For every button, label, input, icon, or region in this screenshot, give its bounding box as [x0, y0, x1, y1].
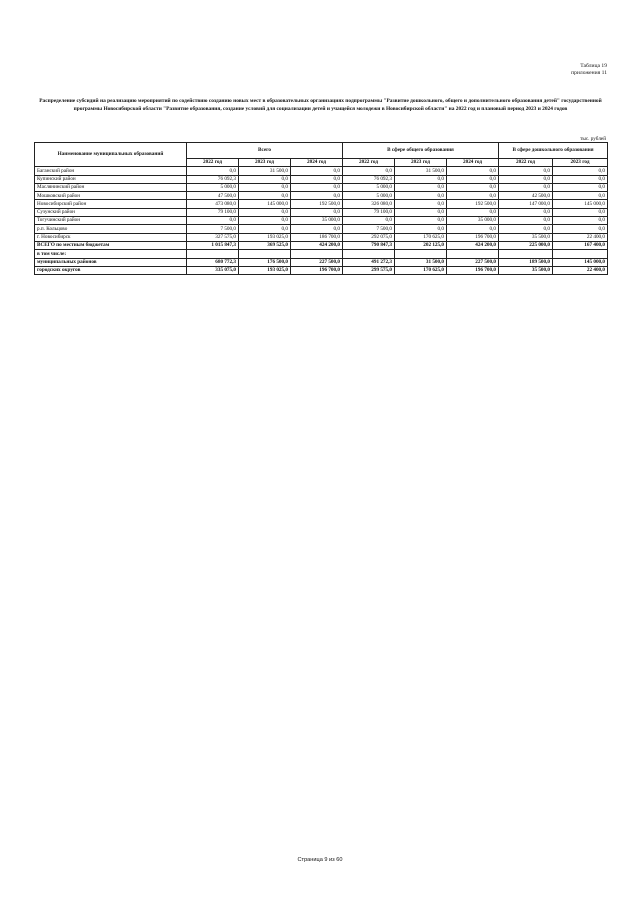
- value-cell: 186 700,0: [291, 233, 343, 241]
- value-cell: 193 025,0: [239, 266, 291, 274]
- year-header: 2022 год: [187, 159, 239, 167]
- municipality-name-cell: р.п. Кольцово: [35, 225, 187, 233]
- value-cell: 79 100,0: [343, 208, 395, 216]
- value-cell: 35 000,0: [291, 217, 343, 225]
- value-cell: 0,0: [499, 208, 553, 216]
- value-cell: 35 500,0: [499, 233, 553, 241]
- value-cell: 0,0: [187, 167, 239, 175]
- appendix-label: приложения 11: [571, 70, 607, 76]
- table-row: [35, 266, 608, 274]
- value-cell: 0,0: [291, 183, 343, 191]
- municipality-name-cell: Купинский район: [35, 175, 187, 183]
- table-row: [35, 208, 608, 216]
- value-cell: 0,0: [239, 175, 291, 183]
- municipality-name-cell: городских округов: [35, 266, 187, 274]
- value-cell: 0,0: [499, 183, 553, 191]
- value-cell: 327 575,0: [187, 233, 239, 241]
- value-cell: 193 025,0: [239, 233, 291, 241]
- municipality-name-cell: в том числе:: [35, 250, 187, 258]
- value-cell: 147 000,0: [499, 200, 553, 208]
- table-row: [35, 225, 608, 233]
- table-group-header-row: [35, 143, 608, 159]
- value-cell: 0,0: [447, 192, 499, 200]
- value-cell: 0,0: [291, 225, 343, 233]
- table-row: [35, 258, 608, 266]
- value-cell: 227 500,0: [447, 258, 499, 266]
- year-header: 2024 год: [291, 159, 343, 167]
- value-cell: 79 100,0: [187, 208, 239, 216]
- value-cell: 0,0: [395, 200, 447, 208]
- value-cell: 0,0: [343, 217, 395, 225]
- value-cell: [187, 250, 239, 258]
- value-cell: [553, 250, 608, 258]
- year-header: 2022 год: [499, 159, 553, 167]
- value-cell: 0,0: [499, 175, 553, 183]
- table-body: [35, 167, 608, 275]
- value-cell: 0,0: [395, 217, 447, 225]
- value-cell: 192 500,0: [447, 200, 499, 208]
- table-row: [35, 200, 608, 208]
- municipality-name-cell: Сузунский район: [35, 208, 187, 216]
- value-cell: 0,0: [553, 192, 608, 200]
- value-cell: [395, 250, 447, 258]
- value-cell: 0,0: [553, 167, 608, 175]
- value-cell: [343, 250, 395, 258]
- table-row: [35, 167, 608, 175]
- year-header: 2024 год: [447, 159, 499, 167]
- value-cell: 7 500,0: [343, 225, 395, 233]
- value-cell: 0,0: [499, 217, 553, 225]
- value-cell: 76 092,3: [187, 175, 239, 183]
- table-row: [35, 217, 608, 225]
- table-row: [35, 250, 608, 258]
- group-header-general-education: В сфере общего образования: [343, 143, 499, 159]
- value-cell: 0,0: [239, 208, 291, 216]
- value-cell: 31 500,0: [395, 258, 447, 266]
- table-row: [35, 233, 608, 241]
- group-header-preschool-education: В сфере дошкольного образования: [499, 143, 608, 159]
- value-cell: 145 000,0: [553, 200, 608, 208]
- value-cell: 0,0: [447, 208, 499, 216]
- value-cell: 0,0: [553, 175, 608, 183]
- value-cell: 192 500,0: [291, 200, 343, 208]
- value-cell: [239, 250, 291, 258]
- value-cell: [447, 250, 499, 258]
- value-cell: 42 500,0: [499, 192, 553, 200]
- value-cell: 0,0: [553, 183, 608, 191]
- value-cell: [499, 250, 553, 258]
- value-cell: 196 700,0: [447, 266, 499, 274]
- value-cell: 0,0: [395, 208, 447, 216]
- value-cell: 0,0: [291, 167, 343, 175]
- year-header: 2023 год: [395, 159, 447, 167]
- value-cell: 0,0: [395, 183, 447, 191]
- value-cell: 5 000,0: [343, 192, 395, 200]
- value-cell: 76 092,3: [343, 175, 395, 183]
- value-cell: 0,0: [187, 217, 239, 225]
- value-cell: 47 500,0: [187, 192, 239, 200]
- value-cell: 35 500,0: [499, 266, 553, 274]
- value-cell: 0,0: [291, 175, 343, 183]
- value-cell: 0,0: [447, 225, 499, 233]
- value-cell: 7 500,0: [187, 225, 239, 233]
- group-header-total: Всего: [187, 143, 343, 159]
- page-number: Страница 9 из 60: [297, 857, 343, 863]
- value-cell: 196 700,0: [447, 233, 499, 241]
- value-cell: 0,0: [447, 183, 499, 191]
- value-cell: 0,0: [395, 192, 447, 200]
- municipality-name-cell: Тогучинский район: [35, 217, 187, 225]
- value-cell: 369 525,0: [239, 241, 291, 249]
- value-cell: 0,0: [239, 183, 291, 191]
- value-cell: 31 500,0: [239, 167, 291, 175]
- value-cell: 790 847,3: [343, 241, 395, 249]
- value-cell: 0,0: [553, 217, 608, 225]
- value-cell: 0,0: [553, 225, 608, 233]
- value-cell: 0,0: [499, 167, 553, 175]
- value-cell: 424 200,0: [291, 241, 343, 249]
- value-cell: 0,0: [343, 167, 395, 175]
- value-cell: 299 575,0: [343, 266, 395, 274]
- value-cell: 202 125,0: [395, 241, 447, 249]
- value-cell: 225 000,0: [499, 241, 553, 249]
- value-cell: 196 700,0: [291, 266, 343, 274]
- value-cell: 491 272,3: [343, 258, 395, 266]
- value-cell: 189 500,0: [499, 258, 553, 266]
- table-row: [35, 183, 608, 191]
- year-header: 2023 год: [239, 159, 291, 167]
- value-cell: 31 500,0: [395, 167, 447, 175]
- value-cell: 0,0: [291, 192, 343, 200]
- value-cell: [291, 250, 343, 258]
- value-cell: 0,0: [239, 192, 291, 200]
- value-cell: 0,0: [239, 217, 291, 225]
- value-cell: 22 400,0: [553, 233, 608, 241]
- municipality-name-cell: муниципальных районов: [35, 258, 187, 266]
- table-row: [35, 175, 608, 183]
- name-column-header: Наименование муниципальных образований: [35, 143, 187, 167]
- value-cell: 0,0: [499, 225, 553, 233]
- municipality-name-cell: Маслянинский район: [35, 183, 187, 191]
- value-cell: 0,0: [395, 225, 447, 233]
- value-cell: 167 400,0: [553, 241, 608, 249]
- municipality-name-cell: Новосибирский район: [35, 200, 187, 208]
- municipality-name-cell: Мошковский район: [35, 192, 187, 200]
- value-cell: 424 200,0: [447, 241, 499, 249]
- year-header: 2022 год: [343, 159, 395, 167]
- value-cell: 326 080,0: [343, 200, 395, 208]
- document-title: Распределение субсидий на реализацию мероприятий по содействию созданию новых мест в образовательных организациях подпрограммы "Развитие дошкольного, общего и дополнительного образования детей" государственной программы Новосибирской области "Развитие образования, создание условий для социализации детей и учащейся молодежи в Новосибирской области" на 2022 год и плановый период 2023 и 2024 годов: [39, 98, 602, 113]
- value-cell: 680 772,3: [187, 258, 239, 266]
- value-cell: 170 625,0: [395, 233, 447, 241]
- subsidy-table: [34, 142, 608, 275]
- value-cell: 22 400,0: [553, 266, 608, 274]
- value-cell: 0,0: [239, 225, 291, 233]
- value-cell: 145 000,0: [553, 258, 608, 266]
- value-cell: 35 000,0: [447, 217, 499, 225]
- value-cell: 145 000,0: [239, 200, 291, 208]
- table-row: [35, 192, 608, 200]
- value-cell: 0,0: [553, 208, 608, 216]
- table-reference: [571, 63, 607, 77]
- table-row: [35, 241, 608, 249]
- municipality-name-cell: г. Новосибирск: [35, 233, 187, 241]
- value-cell: 176 500,0: [239, 258, 291, 266]
- value-cell: 5 000,0: [187, 183, 239, 191]
- value-cell: 473 080,0: [187, 200, 239, 208]
- municipality-name-cell: Баганский район: [35, 167, 187, 175]
- value-cell: 0,0: [291, 208, 343, 216]
- value-cell: 0,0: [447, 167, 499, 175]
- table-label: Таблица 19: [580, 63, 607, 69]
- value-cell: 0,0: [395, 175, 447, 183]
- value-cell: 170 625,0: [395, 266, 447, 274]
- year-header: 2023 год: [553, 159, 608, 167]
- value-cell: 292 075,0: [343, 233, 395, 241]
- value-cell: 227 500,0: [291, 258, 343, 266]
- value-cell: 335 075,0: [187, 266, 239, 274]
- value-cell: 0,0: [447, 175, 499, 183]
- units-label: тыс. рублей: [580, 136, 606, 142]
- value-cell: 1 015 847,3: [187, 241, 239, 249]
- value-cell: 5 000,0: [343, 183, 395, 191]
- municipality-name-cell: ВСЕГО по местным бюджетам: [35, 241, 187, 249]
